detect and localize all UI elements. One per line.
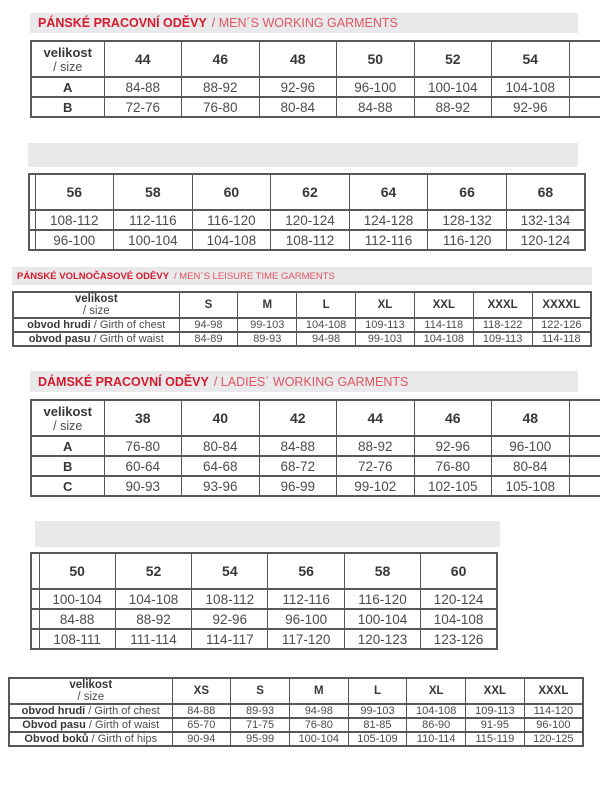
- size-column-header: 56: [35, 174, 114, 210]
- size-column-header: 68: [506, 174, 585, 210]
- measurement-cell: 115-119: [466, 732, 525, 746]
- table-row: [13, 332, 591, 346]
- table-row: [31, 456, 600, 476]
- measurement-cell: 92-96: [192, 609, 268, 629]
- size-column-header: 50: [337, 41, 415, 77]
- measurement-cell: 80-84: [492, 456, 570, 476]
- table-row: [9, 718, 583, 732]
- measurement-cell: 104-108: [492, 77, 570, 97]
- measurement-cell: 76-80: [104, 436, 182, 456]
- size-table: [28, 173, 586, 251]
- measurement-cell: 132-134: [506, 210, 585, 230]
- cut-off-cell: [31, 589, 39, 609]
- cut-off-cell: [569, 97, 600, 117]
- measurement-cell: 84-88: [172, 704, 231, 718]
- size-column-header: 44: [104, 41, 182, 77]
- measurement-cell: 109-113: [473, 332, 532, 346]
- measurement-cell: 86-90: [407, 718, 466, 732]
- size-column-header: 56: [268, 553, 344, 589]
- measurement-cell: 81-85: [348, 718, 407, 732]
- measurement-cell: 104-108: [115, 589, 191, 609]
- measurement-cell: 116-120: [192, 210, 271, 230]
- measurement-cell: 120-123: [344, 629, 420, 649]
- table-row: [31, 589, 497, 609]
- measurement-cell: 117-120: [268, 629, 344, 649]
- size-column-header: 40: [182, 400, 260, 436]
- row-label: A: [31, 77, 104, 97]
- row-label: obvod pasu / Girth of waist: [13, 332, 179, 346]
- measurement-cell: 76-80: [414, 456, 492, 476]
- measurement-cell: 104-108: [421, 609, 497, 629]
- table-header-row: [13, 292, 591, 318]
- size-column-header: 46: [414, 400, 492, 436]
- measurement-cell: 100-104: [39, 589, 115, 609]
- size-column-header: 42: [259, 400, 337, 436]
- measurement-cell: 96-100: [35, 230, 114, 250]
- table-row: [31, 476, 600, 496]
- size-table: [30, 552, 498, 650]
- table-row: [13, 318, 591, 332]
- measurement-cell: 93-96: [182, 476, 260, 496]
- measurement-cell: 108-112: [271, 230, 350, 250]
- size-label-header: velikost / size: [31, 400, 104, 436]
- size-column-header: XXL: [414, 292, 473, 318]
- size-column-header: 64: [349, 174, 428, 210]
- ladies-measurements-table: [8, 677, 584, 766]
- measurement-cell: 91-95: [466, 718, 525, 732]
- size-column-header: 58: [114, 174, 193, 210]
- row-label: A: [31, 436, 104, 456]
- row-label: B: [31, 97, 104, 117]
- measurement-cell: 120-124: [271, 210, 350, 230]
- table-header-row: [31, 41, 600, 77]
- size-column-header: XL: [407, 678, 466, 704]
- measurement-cell: 88-92: [182, 77, 260, 97]
- row-label: Obvod pasu / Girth of waist: [9, 718, 172, 732]
- size-column-header: 52: [414, 41, 492, 77]
- table-row: [9, 732, 583, 746]
- measurement-cell: 99-102: [337, 476, 415, 496]
- measurement-cell: 64-68: [182, 456, 260, 476]
- size-column-header: 62: [271, 174, 350, 210]
- measurement-cell: 94-98: [289, 704, 348, 718]
- measurement-cell: 104-108: [297, 318, 356, 332]
- size-column-header: 48: [259, 41, 337, 77]
- section-header-mens-leisure: [12, 267, 592, 285]
- ladies-working-sizes-table-50-60: [30, 552, 498, 667]
- measurement-cell: 112-116: [268, 589, 344, 609]
- measurement-cell: 108-111: [39, 629, 115, 649]
- measurement-cell: 114-118: [532, 332, 591, 346]
- size-column-header: XXL: [466, 678, 525, 704]
- measurement-cell: 80-84: [182, 436, 260, 456]
- table-row: [31, 77, 600, 97]
- table-header-row: [29, 174, 585, 210]
- size-table: [30, 40, 600, 118]
- measurement-cell: 109-113: [466, 704, 525, 718]
- table-header-row: [9, 678, 583, 704]
- size-column-header: 54: [192, 553, 268, 589]
- size-table: [12, 291, 592, 347]
- measurement-cell: 76-80: [289, 718, 348, 732]
- measurement-cell: 105-108: [492, 476, 570, 496]
- row-label: Obvod boků / Girth of hips: [9, 732, 172, 746]
- size-label-header: velikost / size: [9, 678, 172, 704]
- measurement-cell: 94-98: [179, 318, 238, 332]
- measurement-cell: 108-112: [35, 210, 114, 230]
- measurement-cell: 89-93: [238, 332, 297, 346]
- section-title-czech: PÁNSKÉ VOLNOČASOVÉ ODĚVY: [17, 270, 170, 282]
- measurement-cell: 120-125: [524, 732, 583, 746]
- ladies-working-sizes-table-38-48: [30, 399, 600, 514]
- size-label-header: velikost / size: [31, 41, 104, 77]
- measurement-cell: 116-120: [344, 589, 420, 609]
- measurement-cell: 122-126: [532, 318, 591, 332]
- measurement-cell: 92-96: [414, 436, 492, 456]
- measurement-cell: 99-103: [238, 318, 297, 332]
- measurement-cell: 96-100: [524, 718, 583, 732]
- measurement-cell: 68-72: [259, 456, 337, 476]
- size-column-header: 60: [192, 174, 271, 210]
- section-header-ladies-working: [30, 371, 578, 392]
- table-row: [31, 629, 497, 649]
- table-row: [31, 97, 600, 117]
- measurement-cell: 84-88: [337, 97, 415, 117]
- cut-off-column: [31, 553, 39, 589]
- table-row: [9, 704, 583, 718]
- measurement-cell: 109-113: [356, 318, 415, 332]
- size-column-header: 58: [344, 553, 420, 589]
- measurement-cell: 100-104: [114, 230, 193, 250]
- measurement-cell: 99-103: [348, 704, 407, 718]
- measurement-cell: 100-104: [344, 609, 420, 629]
- size-column-header: 66: [428, 174, 507, 210]
- measurement-cell: 76-80: [182, 97, 260, 117]
- section-header-mens-working: [30, 13, 578, 33]
- measurement-cell: 100-104: [414, 77, 492, 97]
- measurement-cell: 92-96: [492, 97, 570, 117]
- size-column-header: 48: [492, 400, 570, 436]
- measurement-cell: 112-116: [349, 230, 428, 250]
- size-column-header: S: [179, 292, 238, 318]
- row-label: obvod hrudi / Girth of chest: [9, 704, 172, 718]
- size-column-header: S: [231, 678, 290, 704]
- cut-off-cell: [31, 609, 39, 629]
- spacer-bar-ladies: [35, 521, 500, 547]
- measurement-cell: 120-124: [506, 230, 585, 250]
- measurement-cell: 112-116: [114, 210, 193, 230]
- cut-off-column: [569, 41, 600, 77]
- measurement-cell: 104-108: [407, 704, 466, 718]
- mens-leisure-sizes-table: [12, 291, 592, 365]
- measurement-cell: 100-104: [289, 732, 348, 746]
- size-column-header: XXXXL: [532, 292, 591, 318]
- measurement-cell: 128-132: [428, 210, 507, 230]
- table-row: [31, 436, 600, 456]
- measurement-cell: 110-114: [407, 732, 466, 746]
- table-row: [29, 210, 585, 230]
- measurement-cell: 123-126: [421, 629, 497, 649]
- measurement-cell: 96-100: [492, 436, 570, 456]
- measurement-cell: 60-64: [104, 456, 182, 476]
- size-column-header: M: [289, 678, 348, 704]
- section-title-czech: DÁMSKÉ PRACOVNÍ ODĚVY: [38, 374, 209, 389]
- section-title-english: / LADIES´ WORKING GARMENTS: [213, 374, 409, 389]
- measurement-cell: 65-70: [172, 718, 231, 732]
- row-label: obvod hrudi / Girth of chest: [13, 318, 179, 332]
- measurement-cell: 116-120: [428, 230, 507, 250]
- measurement-cell: 118-122: [473, 318, 532, 332]
- cut-off-column: [569, 400, 600, 436]
- cut-off-cell: [569, 456, 600, 476]
- section-title-english: / MEN´S LEISURE TIME GARMENTS: [174, 270, 335, 282]
- measurement-cell: 84-88: [104, 77, 182, 97]
- mens-working-sizes-table-56-68: [28, 173, 586, 263]
- measurement-cell: 114-120: [524, 704, 583, 718]
- measurement-cell: 90-93: [104, 476, 182, 496]
- measurement-cell: 96-99: [259, 476, 337, 496]
- size-column-header: 60: [421, 553, 497, 589]
- table-row: [31, 609, 497, 629]
- size-column-header: 44: [337, 400, 415, 436]
- measurement-cell: 114-118: [414, 318, 473, 332]
- measurement-cell: 99-103: [356, 332, 415, 346]
- measurement-cell: 84-88: [39, 609, 115, 629]
- measurement-cell: 108-112: [192, 589, 268, 609]
- measurement-cell: 96-100: [337, 77, 415, 97]
- measurement-cell: 72-76: [337, 456, 415, 476]
- table-header-row: [31, 553, 497, 589]
- size-column-header: XXXL: [524, 678, 583, 704]
- measurement-cell: 90-94: [172, 732, 231, 746]
- cut-off-cell: [569, 436, 600, 456]
- measurement-cell: 124-128: [349, 210, 428, 230]
- section-title-english: / MEN´S WORKING GARMENTS: [211, 16, 398, 30]
- size-column-header: 50: [39, 553, 115, 589]
- spacer-bar-mens: [28, 143, 578, 167]
- measurement-cell: 92-96: [259, 77, 337, 97]
- row-label: B: [31, 456, 104, 476]
- section-title-czech: PÁNSKÉ PRACOVNÍ ODĚVY: [38, 16, 207, 30]
- measurement-cell: 89-93: [231, 704, 290, 718]
- measurement-cell: 96-100: [268, 609, 344, 629]
- measurement-cell: 120-124: [421, 589, 497, 609]
- size-column-header: XS: [172, 678, 231, 704]
- measurement-cell: 88-92: [115, 609, 191, 629]
- size-column-header: 38: [104, 400, 182, 436]
- measurement-cell: 80-84: [259, 97, 337, 117]
- measurement-cell: 72-76: [104, 97, 182, 117]
- measurement-cell: 88-92: [337, 436, 415, 456]
- measurement-cell: 71-75: [231, 718, 290, 732]
- size-column-header: M: [238, 292, 297, 318]
- measurement-cell: 104-108: [414, 332, 473, 346]
- table-row: [29, 230, 585, 250]
- table-header-row: [31, 400, 600, 436]
- measurement-cell: 104-108: [192, 230, 271, 250]
- size-column-header: 46: [182, 41, 260, 77]
- size-label-header: velikost / size: [13, 292, 179, 318]
- size-column-header: 52: [115, 553, 191, 589]
- measurement-cell: 105-109: [348, 732, 407, 746]
- measurement-cell: 94-98: [297, 332, 356, 346]
- size-column-header: XXXL: [473, 292, 532, 318]
- cut-off-cell: [31, 629, 39, 649]
- size-column-header: 54: [492, 41, 570, 77]
- size-column-header: L: [348, 678, 407, 704]
- measurement-cell: 111-114: [115, 629, 191, 649]
- measurement-cell: 102-105: [414, 476, 492, 496]
- measurement-cell: 88-92: [414, 97, 492, 117]
- measurement-cell: 84-88: [259, 436, 337, 456]
- row-label: C: [31, 476, 104, 496]
- cut-off-cell: [569, 476, 600, 496]
- size-column-header: L: [297, 292, 356, 318]
- mens-working-sizes-table-44-54: [30, 40, 600, 130]
- size-table: [30, 399, 600, 497]
- measurement-cell: 114-117: [192, 629, 268, 649]
- measurement-cell: 84-89: [179, 332, 238, 346]
- size-table: [8, 677, 584, 747]
- size-column-header: XL: [356, 292, 415, 318]
- cut-off-cell: [569, 77, 600, 97]
- measurement-cell: 95-99: [231, 732, 290, 746]
